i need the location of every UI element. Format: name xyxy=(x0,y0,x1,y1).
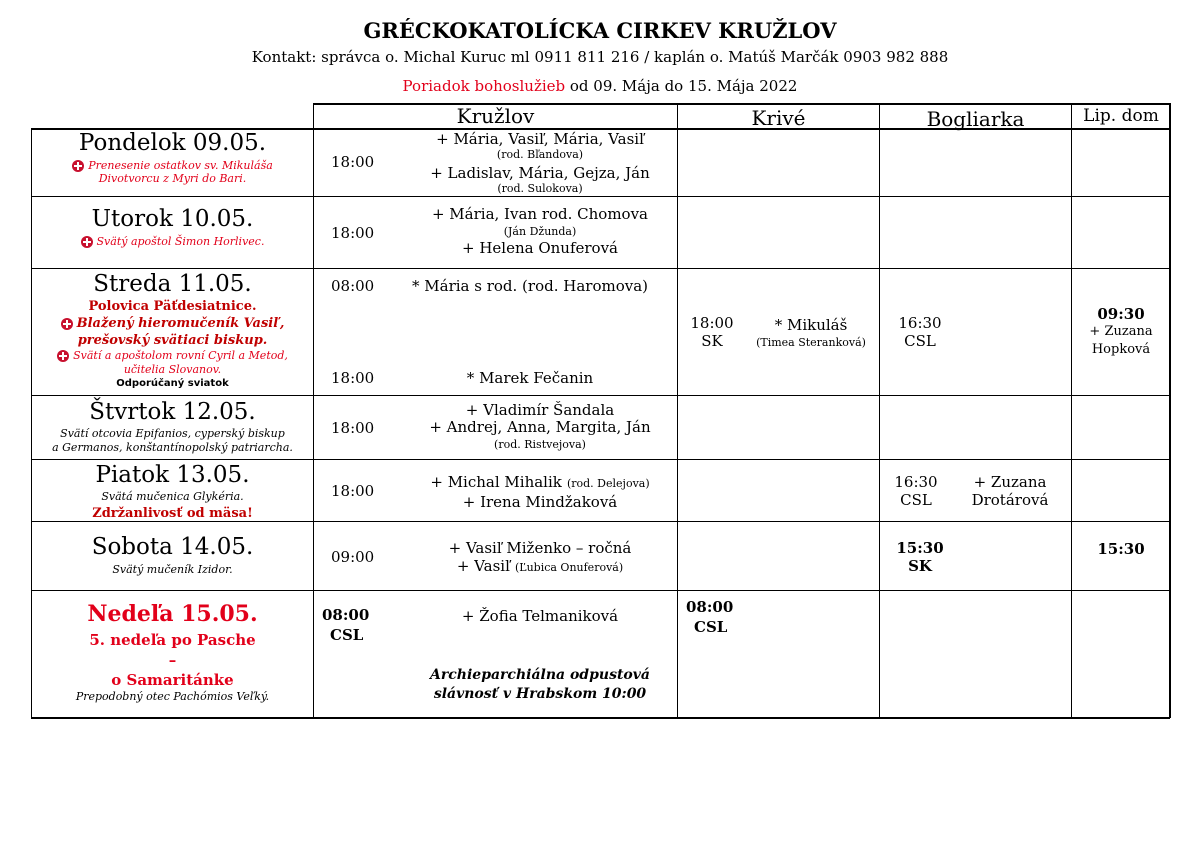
intentions-saturday xyxy=(350,539,730,577)
service-time: 18:00 xyxy=(331,224,375,242)
range-dates: od 09. Mája do 15. Mája 2022 xyxy=(565,77,798,95)
service-time: 08:00 xyxy=(322,606,370,624)
intention-family: (rod. Sulokova) xyxy=(497,182,583,195)
day-name: Utorok 10.05. xyxy=(91,206,254,232)
feast-note: Prenesenie ostatkov sv. Mikuláša xyxy=(88,159,273,172)
cross-icon xyxy=(57,350,69,362)
service-time: 08:00 xyxy=(686,598,734,616)
day-name: Pondelok 09.05. xyxy=(78,130,267,156)
intentions-thursday xyxy=(350,402,730,453)
intentions-monday xyxy=(360,131,720,197)
feast-note: učitelia Slovanov. xyxy=(123,363,222,376)
day-name: Piatok 13.05. xyxy=(95,462,250,488)
lip-dom-service-saturday: 15:30 xyxy=(1097,540,1145,558)
service-time: 08:00 xyxy=(331,277,375,295)
pilgrimage-note xyxy=(350,666,730,704)
pilgrimage-line: slávnosť v Hrabskom 10:00 xyxy=(433,686,647,702)
intention-family: (rod. Delejova) xyxy=(566,477,650,490)
intention: + Vasiľ xyxy=(456,557,510,575)
service-time: 09:00 xyxy=(331,548,375,566)
intention: + Michal Mihalik xyxy=(430,473,562,491)
intention-family: (rod. Ristvejova) xyxy=(494,438,586,451)
feast-note: Svätý mučeník Izidor. xyxy=(112,563,233,576)
feast-note: Svätá mučenica Glykéria. xyxy=(101,490,244,503)
sunday-title: 5. nedeľa po Pasche xyxy=(89,631,256,649)
intention-family: (Ján Džunda) xyxy=(503,225,577,238)
fasting-note: Zdržanlivosť od mäsa! xyxy=(92,506,253,521)
day-cell-wednesday xyxy=(32,270,313,390)
sunday-title: o Samaritánke xyxy=(111,671,234,689)
intention: + Mária, Ivan rod. Chomova xyxy=(431,205,649,223)
service-language: SK xyxy=(908,557,932,575)
intention: * Mikuláš xyxy=(774,316,848,334)
service-time: 18:00 xyxy=(331,369,375,387)
service-time: 18:00 xyxy=(331,153,375,171)
intention: + Ladislav, Mária, Gejza, Ján xyxy=(430,164,650,182)
intention: * Mária s rod. (rod. Haromova) xyxy=(412,277,648,295)
sunday-title: – xyxy=(168,651,177,669)
krive-service-sunday xyxy=(686,597,733,637)
intention-family: (rod. Bľandova) xyxy=(496,148,584,161)
service-language: CSL xyxy=(900,491,932,509)
service-time: 15:30 xyxy=(896,539,944,557)
lip-dom-service-wednesday xyxy=(1072,305,1170,359)
day-cell-tuesday xyxy=(32,206,313,248)
service-language: SK xyxy=(701,332,723,350)
feast-note: a Germanos, konštantínopolský patriarcha. xyxy=(52,441,293,454)
intention-family: (Timea Steranková) xyxy=(756,336,866,349)
column-header-krive: Krivé xyxy=(751,106,806,130)
service-language: CSL xyxy=(330,626,364,644)
intentions-tuesday xyxy=(360,206,720,257)
intention: + Zuzana xyxy=(973,473,1047,491)
intention: Drotárová xyxy=(971,491,1049,509)
day-cell-friday xyxy=(32,461,313,521)
day-name: Sobota 14.05. xyxy=(91,534,254,560)
feast-note: Divotvorcu z Myri do Bari. xyxy=(98,172,247,185)
intention: * Marek Fečanin xyxy=(466,369,594,387)
range-label: Poriadok bohoslužieb xyxy=(402,77,566,95)
day-cell-saturday xyxy=(32,534,313,576)
day-name: Štvrtok 12.05. xyxy=(89,399,256,425)
day-cell-thursday xyxy=(32,397,313,455)
intention: + Mária, Vasiľ, Mária, Vasiľ xyxy=(436,130,644,148)
page-title: GRÉCKOKATOLÍCKA CIRKEV KRUŽLOV xyxy=(363,18,837,43)
intention: + Zuzana xyxy=(1089,324,1153,339)
krive-service-wednesday xyxy=(684,314,740,350)
intention-family: (Ľubica Onuferová) xyxy=(514,561,624,574)
feast-bold: prešovský svätiaci biskup. xyxy=(77,333,268,348)
column-header-kruzlov: Kružlov xyxy=(456,104,535,128)
column-header-bogliarka: Bogliarka xyxy=(926,107,1025,131)
feast-bold: Blažený hieromučeník Vasiľ, xyxy=(76,316,285,331)
cross-icon xyxy=(81,236,93,248)
date-range xyxy=(0,77,1200,95)
feast-note: Svätí otcovia Epifanios, cyperský biskup xyxy=(60,427,285,440)
service-language: CSL xyxy=(694,618,728,636)
feast-bold: Polovica Päťdesiatnice. xyxy=(88,299,257,314)
cross-icon xyxy=(61,318,73,330)
feast-note: Svätí a apoštolom rovní Cyril a Metod, xyxy=(73,349,288,362)
pilgrimage-line: Archieparchiálna odpustová xyxy=(430,667,650,683)
feast-note: Svätý apoštol Šimon Horlivec. xyxy=(96,235,265,248)
intention: + Helena Onuferová xyxy=(461,239,618,257)
service-time: 16:30 xyxy=(894,473,938,491)
service-time: 18:00 xyxy=(690,314,734,332)
contact-line: Kontakt: správca o. Michal Kuruc ml 0911 811 216 / kaplán o. Matúš Marčák 0903 982 888 xyxy=(251,48,949,66)
day-cell-sunday xyxy=(32,598,313,704)
intention: Hopková xyxy=(1091,342,1151,357)
service-language: CSL xyxy=(904,332,936,350)
bogliarka-service-friday xyxy=(886,473,946,509)
feast-note: Prepodobný otec Pachómios Veľký. xyxy=(75,690,270,703)
krive-intention-wednesday xyxy=(746,317,876,351)
service-time: 16:30 xyxy=(898,314,942,332)
service-time: 09:30 xyxy=(1097,305,1145,323)
intention: + Vladimír Šandala xyxy=(465,401,615,419)
day-cell-monday xyxy=(32,130,313,185)
day-name: Nedeľa 15.05. xyxy=(87,601,258,627)
column-header-lip-dom: Lip. dom xyxy=(1083,106,1159,126)
day-name: Streda 11.05. xyxy=(93,271,252,297)
intention: + Vasiľ Miženko – ročná xyxy=(448,539,632,557)
intentions-friday xyxy=(350,473,730,511)
intention: + Andrej, Anna, Margita, Ján xyxy=(429,418,651,436)
bogliarka-intention-friday xyxy=(960,473,1060,509)
intention: + Žofia Telmaniková xyxy=(461,607,619,625)
bogliarka-service-saturday xyxy=(890,539,950,575)
bogliarka-service-wednesday xyxy=(890,314,950,350)
recommended-feast: Odporúčaný sviatok xyxy=(116,378,229,389)
intention: + Irena Mindžaková xyxy=(462,493,618,511)
service-time: 18:00 xyxy=(331,419,375,437)
service-time: 18:00 xyxy=(331,482,375,500)
cross-icon xyxy=(72,160,84,172)
